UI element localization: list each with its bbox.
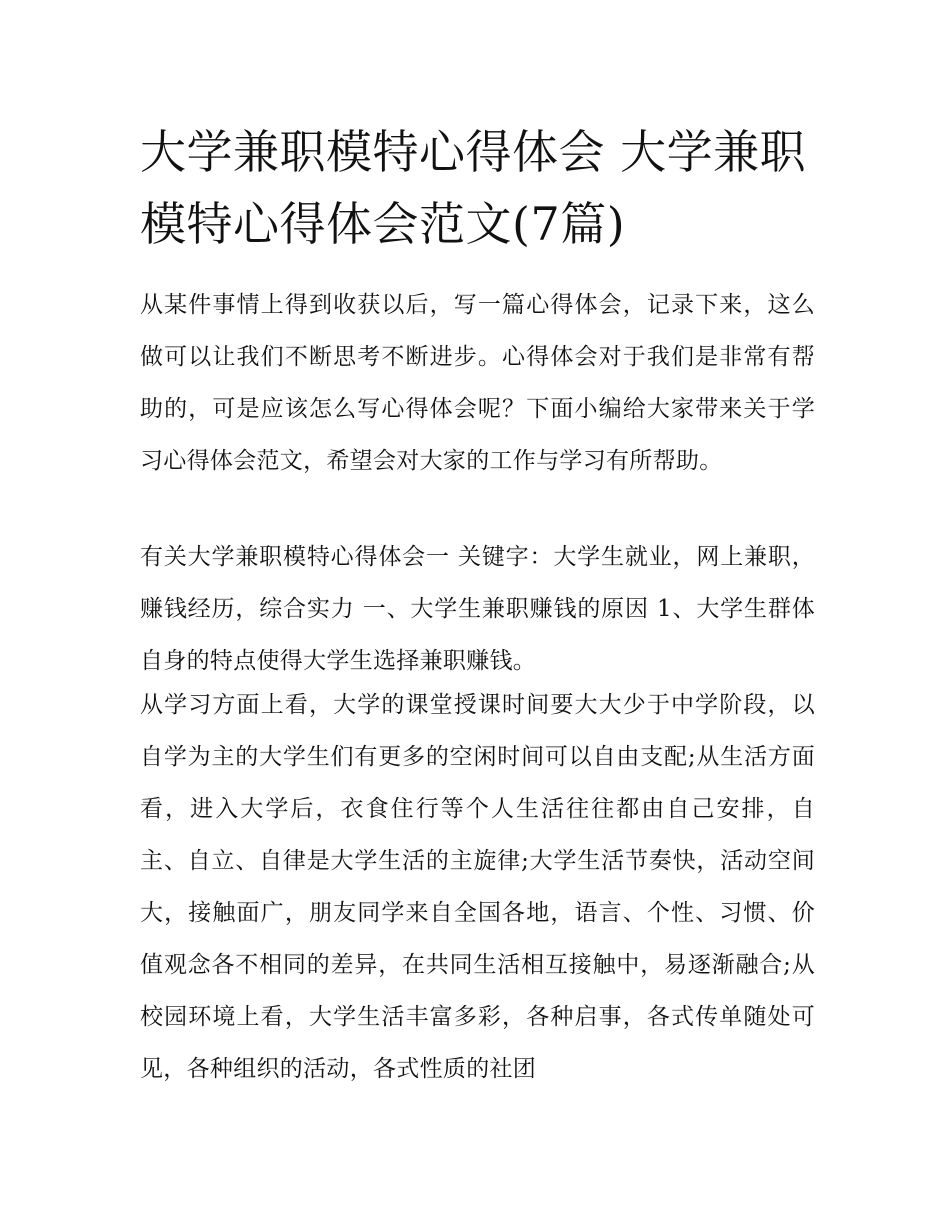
document-title: 大学兼职模特心得体会 大学兼职模特心得体会范文(7篇) [140,125,807,251]
study-life-paragraph: 从学习方面上看，大学的课堂授课时间要大大少于中学阶段，以自学为主的大学生们有更多的空闲时间可以自由支配;从生活方面看，进入大学后，衣食住行等个人生活往往都由自己安排，自主、自立、自律是大学生活的主旋律;大学生活节奏快，活动空间大，接触面广，朋友同学来自全国各地，语言、个性、习惯、价值观念各不相同的差异，在共同生活相互接触中，易逐渐融合;从校园环境上看，大学生活丰富多彩，各种启事，各式传单随处可见，各种组织的活动，各式性质的社团 [140,692,815,1082]
section-one-paragraph: 有关大学兼职模特心得体会一 关键字：大学生就业，网上兼职，赚钱经历，综合实力 一、大学生兼职赚钱的原因 1、大学生群体自身的特点使得大学生选择兼职赚钱。 [140,544,815,674]
intro-paragraph: 从某件事情上得到收获以后，写一篇心得体会，记录下来，这么做可以让我们不断思考不断进步。心得体会对于我们是非常有帮助的，可是应该怎么写心得体会呢？下面小编给大家带来关于学习心得体会范文，希望会对大家的工作与学习有所帮助。 [140,292,815,474]
